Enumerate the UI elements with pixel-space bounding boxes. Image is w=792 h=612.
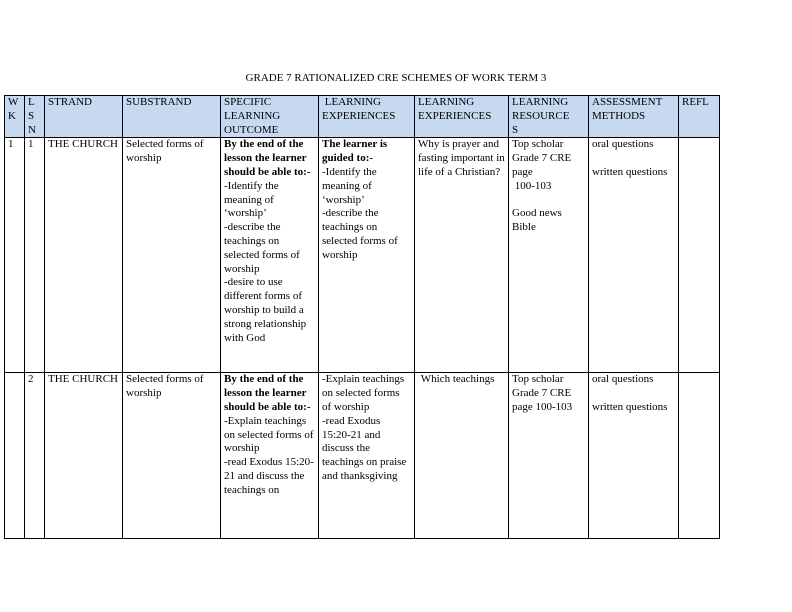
le-item: -describe the teachings on selected forms of worship	[322, 207, 398, 261]
cell-learning-resources	[509, 373, 589, 539]
assessment-item: oral questions	[592, 138, 654, 151]
slo-item: -desire to use different forms of worship to build a strong relationship with God	[224, 276, 307, 344]
assessment-item: written questions	[592, 400, 668, 413]
cell-reflection	[679, 138, 720, 373]
resource-item: Top scholar Grade 7 CRE page	[512, 138, 572, 178]
cell-substrand: Selected forms of worship	[123, 373, 221, 539]
cell-specific-learning-outcome	[221, 373, 319, 539]
resource-item: Top scholar Grade 7 CRE page 100-103	[512, 373, 573, 413]
header-lsn: L S N	[25, 96, 45, 138]
le-item: -Explain teachings on selected forms of worship	[322, 373, 405, 413]
le-intro: The learner is guided to:-	[322, 138, 388, 165]
cell-learning-experiences	[319, 373, 415, 539]
le-item: -Identify the meaning of ‘worship’	[322, 165, 377, 206]
cell-specific-learning-outcome	[221, 138, 319, 373]
header-specific-learning-outcome: SPECIFIC LEARNING OUTCOME	[221, 96, 319, 138]
cell-lesson: 1	[25, 138, 45, 373]
slo-item: -Explain teachings on selected forms of worship	[224, 414, 314, 455]
resource-item: 100-103	[512, 179, 552, 192]
cell-lesson: 2	[25, 373, 45, 539]
le-item: -read Exodus 15:20-21 and discuss the teachings on praise and thanksgiving	[322, 414, 407, 482]
header-learning-experiences-question: LEARNING EXPERIENCES	[415, 96, 509, 138]
header-learning-experiences: LEARNING EXPERIENCES	[319, 96, 415, 138]
page-title: GRADE 7 RATIONALIZED CRE SCHEMES OF WORK TERM 3	[245, 72, 547, 84]
cell-week	[5, 373, 25, 539]
header-substrand: SUBSTRAND	[123, 96, 221, 138]
header-learning-resources: LEARNING RESOURCE S	[509, 96, 589, 138]
slo-item: -read Exodus 15:20-21 and discuss the teachings on	[224, 456, 314, 496]
table-header-row	[5, 96, 720, 138]
cell-week: 1	[5, 138, 25, 373]
header-wk: W K	[5, 96, 25, 138]
assessment-item: oral questions	[592, 373, 654, 386]
cell-assessment-methods	[589, 373, 679, 539]
cell-assessment-methods	[589, 138, 679, 373]
cell-strand: THE CHURCH	[45, 373, 123, 539]
assessment-item: written questions	[592, 165, 668, 178]
slo-intro: By the end of the lesson the learner should be able to:-	[224, 373, 311, 413]
cell-learning-resources	[509, 138, 589, 373]
cell-reflection	[679, 373, 720, 539]
cell-key-inquiry-question: Why is prayer and fasting important in life of a Christian?	[415, 138, 509, 373]
cell-key-inquiry-question: Which teachings	[415, 373, 509, 539]
header-strand: STRAND	[45, 96, 123, 138]
table-row	[5, 138, 720, 373]
slo-item: -describe the teachings on selected forms of worship	[224, 221, 300, 275]
slo-item: -Identify the meaning of ‘worship’	[224, 179, 279, 220]
schemes-of-work-table	[4, 95, 720, 539]
cell-strand: THE CHURCH	[45, 138, 123, 373]
cell-learning-experiences	[319, 138, 415, 373]
header-reflection: REFL	[679, 96, 720, 138]
header-assessment-methods: ASSESSMENT METHODS	[589, 96, 679, 138]
resource-item: Good news Bible	[512, 207, 562, 234]
slo-intro: By the end of the lesson the learner should be able to:-	[224, 138, 311, 178]
table-row	[5, 373, 720, 539]
cell-substrand: Selected forms of worship	[123, 138, 221, 373]
